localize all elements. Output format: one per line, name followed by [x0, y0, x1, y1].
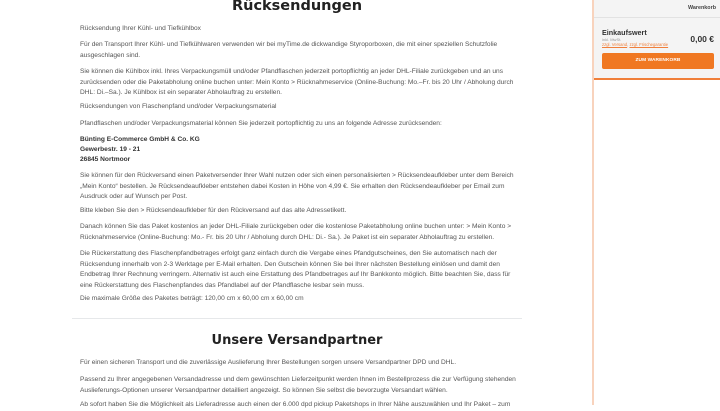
paragraph-return-address-intro: Pfandflaschen und/oder Verpackungsmaterial können Sie jederzeit portopflichtig zu uns an folgende Adresse zurücksenden:	[80, 120, 442, 127]
page-title: Rücksendungen	[231, 0, 363, 14]
paragraph-max-size: Die maximale Größe des Paketes beträgt: 120,00 cm x 60,00 cm x 60,00 cm	[80, 295, 304, 302]
freshness-guarantee-link[interactable]: zzgl. Frischegarantie	[629, 42, 669, 47]
cart-total: 0,00 €	[690, 34, 714, 44]
tax-note: inkl. MwSt.	[602, 37, 622, 42]
shipping-cost-link[interactable]: zzgl. Versand	[602, 42, 628, 47]
go-to-cart-button[interactable]: ZUM WARENKORB	[602, 53, 714, 69]
paragraph-return-label: Sie können für den Rückversand einen Paketversender Ihrer Wahl nutzen oder sich einen personalisierten > Rücksendeaufkleber unter dem Bereich „Mein Konto“ bestellen. Je Rücksendeaufkleber entstehen dabei Kosten in Höhe von 4,99 €. Sie erhalten den Rücksendeaufkleber per Email zum Ausdruck oder auf Wunsch per Post.	[80, 172, 514, 201]
paragraph-dhl-dropoff: Danach können Sie das Paket kostenlos an jeder DHL-Filiale zurückgeben oder die kostenlose Paketabholung online buchen unter: > Mein Konto > Rücknahmeservice (Online-Buchung: Mo.- Fr. bis 20 Uhr / Abholung durch DHL: Di.- Sa.). Je Paket ist ein separater Abholauftrag zu erstellen.	[80, 223, 512, 241]
cost-links: zzgl. Versand, zzgl. Frischegarantie	[602, 42, 669, 47]
paragraph-coolbox-return: Sie können die Kühlbox inkl. Ihres Verpackungsmüll und/oder Pfandflaschen jederzeit portopflichtig an jeder DHL-Filiale zurückgeben und an uns zurücksenden oder die Paketabholung online buchen unter: Mein Konto > Rücknahmeservice (Online-Buchung: Mo.–Fr. bis 20 Uhr / Abholung durch DHL: Di.–Sa.). Je Kühlbox ist ein separater Abholauftrag zu erstellen.	[80, 68, 514, 97]
address-company: Bünting E-Commerce GmbH & Co. KG	[80, 136, 200, 143]
paragraph-transport: Für den Transport Ihrer Kühl- und Tiefkühlwaren verwenden wir bei myTime.de dickwandige Styroporboxen, die mit einer speziellen Schutzfolie ausgeschlagen sind.	[80, 41, 498, 59]
subheading-bottle-deposit: Rücksendungen von Flaschenpfand und/oder Verpackungsmaterial	[80, 103, 277, 110]
cart-sidebar	[592, 0, 720, 405]
cart-header	[594, 0, 720, 18]
cart-header-label: Warenkorb	[688, 5, 716, 11]
main-content	[72, 0, 522, 408]
paragraph-partners: Für einen sicheren Transport und die zuverlässige Auslieferung Ihrer Bestellungen sorgen unsere Versandpartner DPD und DHL.	[80, 359, 457, 366]
paragraph-pickup-shops: Ab sofort haben Sie die Möglichkeit als Lieferadresse auch einen der 6.000 dpd pickup Paketshops in Ihrer Nähe auszuwählen und Ihr Paket – zum	[80, 401, 511, 408]
section-title-shipping-partners: Unsere Versandpartner	[211, 333, 383, 348]
paragraph-stick-label: Bitte kleben Sie den > Rücksendeaufkleber für den Rückversand auf das alte Adressetikett.	[80, 207, 347, 214]
paragraph-deposit-refund: Die Rückerstattung des Flaschenpfandbetrages erfolgt ganz einfach durch die Vergabe eines Pfandgutscheines, den Sie automatisch nach der Rücksendung innerhalb von 2-3 Werktage per E-Mail erhalten. Den Gutschein können Sie bei Ihrer nächsten Bestellung einlösen und damit den Endbetrag Ihrer Rechnung verringern. Alternativ ist auch eine Erstattung des Pfandbetrages auf Ihr Bankkonto möglich. Bitte beachten Sie, dass für eine Rückerstattung des Flaschenpfandes das Pfandlabel auf der Pfandflasche lesbar sein muss.	[80, 250, 511, 289]
paragraph-delivery-options: Passend zu Ihrer angegebenen Versandadresse und dem gewünschten Lieferzeitpunkt werden Ihnen im Bestellprozess die zur Verfügung stehenden Auslieferungs-Optionen unserer Versandpartner detailliert angezeigt. So können Sie selbst die bevorzugte Versandart wählen.	[80, 376, 516, 394]
address-street: Gewerbestr. 19 - 21	[80, 146, 141, 153]
subheading-coolbox: Rücksendung Ihrer Kühl- und Tiefkühlbox	[80, 25, 201, 32]
cart-panel	[594, 0, 720, 80]
section-divider	[72, 318, 522, 319]
address-city: 26845 Nortmoor	[80, 156, 131, 163]
purchase-value-label: Einkaufswert	[602, 28, 647, 37]
